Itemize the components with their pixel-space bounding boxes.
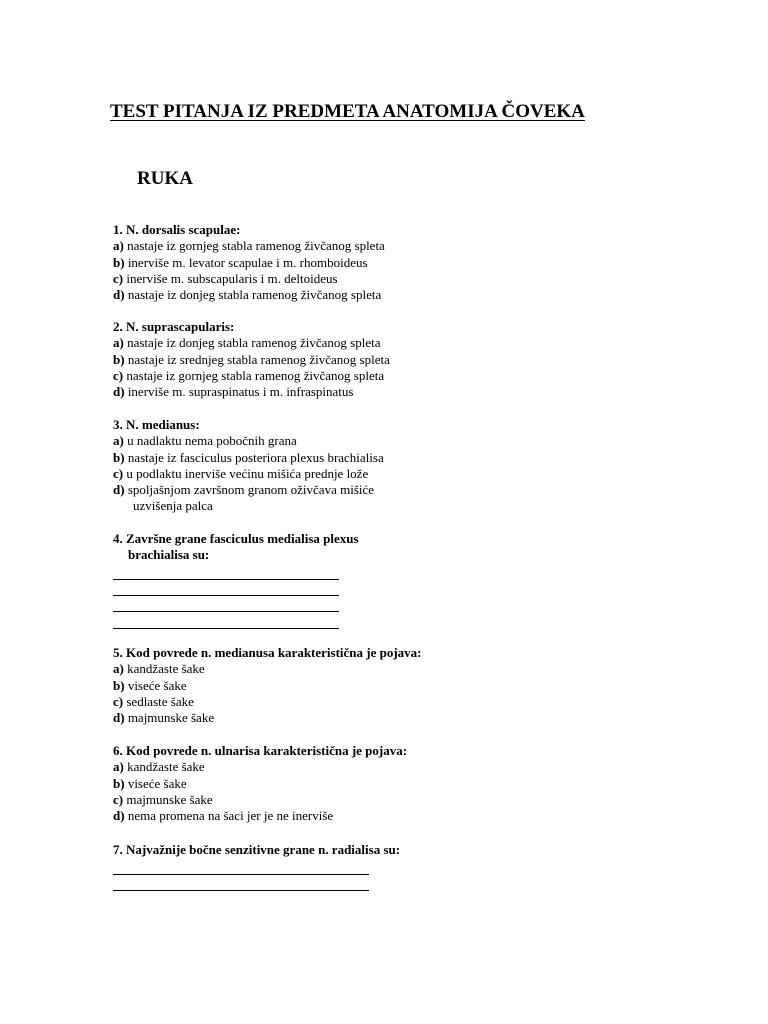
- answer-a: [113, 661, 422, 677]
- answer-a: [113, 335, 390, 351]
- answer-b: [113, 678, 422, 694]
- answer-letter: a): [113, 335, 124, 351]
- answer-letter: a): [113, 661, 124, 677]
- answer-text: spoljašnjom završnom granom oživčava mišiće: [124, 482, 375, 498]
- answer-text: nema promena na šaci jer je ne inerviše: [124, 808, 334, 824]
- answer-c: [113, 368, 390, 384]
- answer-text: viseće šake: [124, 775, 187, 791]
- answer-letter: d): [113, 384, 125, 400]
- answer-d: [113, 482, 384, 498]
- answer-letter: d): [113, 808, 125, 824]
- question-5: [113, 645, 422, 726]
- question-1: [113, 222, 385, 303]
- answer-text: nastaje iz donjeg stabla ramenog živčanog spleta: [124, 287, 382, 303]
- answer-d: [113, 808, 407, 824]
- answer-letter: c): [113, 693, 124, 709]
- question-2: [113, 319, 390, 400]
- answer-text: kandžaste šake: [123, 661, 205, 677]
- answer-text: nastaje iz fasciculus posteriora plexus brachialisa: [124, 449, 384, 465]
- answer-text: sedlaste šake: [123, 693, 194, 709]
- question-text: 5. Kod povrede n. medianusa karakteristična je pojava:: [113, 645, 422, 660]
- answer-text: majmunske šake: [123, 791, 213, 807]
- question-4: [113, 531, 359, 629]
- question-text: 7. Najvažnije bočne senzitivne grane n. radialisa su:: [113, 842, 401, 857]
- answer-text: viseće šake: [124, 677, 187, 693]
- answer-letter: b): [113, 677, 125, 693]
- answer-text: inerviše m. levator scapulae i m. rhomboideus: [124, 254, 368, 270]
- answer-letter: b): [113, 449, 125, 465]
- answer-text: inerviše m. subscapularis i m. deltoideus: [123, 270, 338, 286]
- answer-c: [113, 694, 422, 710]
- question-text: 4. Završne grane fasciculus medialisa plexus: [113, 531, 359, 546]
- answer-blank-line[interactable]: [113, 875, 369, 891]
- answer-letter: d): [113, 482, 125, 498]
- question-7: [113, 842, 400, 891]
- answer-letter: a): [113, 759, 124, 775]
- answer-text: u nadlaktu nema pobočnih grana: [123, 433, 297, 449]
- answer-letter: c): [113, 270, 124, 286]
- answer-text: nastaje iz gornjeg stabla ramenog živčanog spleta: [123, 238, 385, 254]
- answer-blank-line[interactable]: [113, 858, 369, 874]
- answer-text: kandžaste šake: [123, 759, 205, 775]
- answer-letter: c): [113, 367, 124, 383]
- answer-letter: b): [113, 351, 125, 367]
- section-title: RUKA: [137, 168, 193, 189]
- answer-b: [113, 776, 407, 792]
- answer-letter: d): [113, 287, 125, 303]
- answer-c: [113, 792, 407, 808]
- answer-text: nastaje iz donjeg stabla ramenog živčanog spleta: [123, 335, 381, 351]
- answer-a: [113, 433, 384, 449]
- question-6: [113, 743, 407, 824]
- answer-a: [113, 238, 385, 254]
- answer-b: [113, 450, 384, 466]
- answer-blank-line[interactable]: [113, 612, 339, 628]
- answer-letter: b): [113, 254, 125, 270]
- answer-letter: d): [113, 710, 125, 726]
- document-title: TEST PITANJA IZ PREDMETA ANATOMIJA ČOVEKA: [110, 101, 585, 122]
- answer-text: nastaje iz gornjeg stabla ramenog živčanog spleta: [123, 367, 385, 383]
- answer-text: u podlaktu inerviše većinu mišića prednje lože: [123, 465, 369, 481]
- answer-letter: b): [113, 775, 125, 791]
- question-text: 1. N. dorsalis scapulae:: [113, 222, 241, 237]
- answer-d: [113, 287, 385, 303]
- answer-letter: a): [113, 238, 124, 254]
- answer-letter: c): [113, 791, 124, 807]
- answer-d: [113, 710, 422, 726]
- answer-d-continuation: uzvišenja palca: [133, 498, 213, 514]
- question-text: 3. N. medianus:: [113, 417, 200, 432]
- answer-blank-line[interactable]: [113, 596, 339, 612]
- answer-letter: c): [113, 465, 124, 481]
- question-3: [113, 417, 384, 515]
- answer-text: majmunske šake: [124, 710, 215, 726]
- answer-d: [113, 384, 390, 400]
- answer-blank-line[interactable]: [113, 564, 339, 580]
- answer-c: [113, 271, 385, 287]
- question-text: 6. Kod povrede n. ulnarisa karakteristična je pojava:: [113, 743, 408, 758]
- question-text: 2. N. suprascapularis:: [113, 319, 235, 334]
- answer-c: [113, 466, 384, 482]
- answer-letter: a): [113, 433, 124, 449]
- answer-b: [113, 255, 385, 271]
- answer-text: inerviše m. supraspinatus i m. infraspinatus: [124, 384, 354, 400]
- answer-b: [113, 352, 390, 368]
- answer-text: nastaje iz srednjeg stabla ramenog živčanog spleta: [124, 351, 390, 367]
- answer-a: [113, 759, 407, 775]
- answer-blank-line[interactable]: [113, 580, 339, 596]
- question-text-continuation: brachialisa su:: [128, 547, 210, 563]
